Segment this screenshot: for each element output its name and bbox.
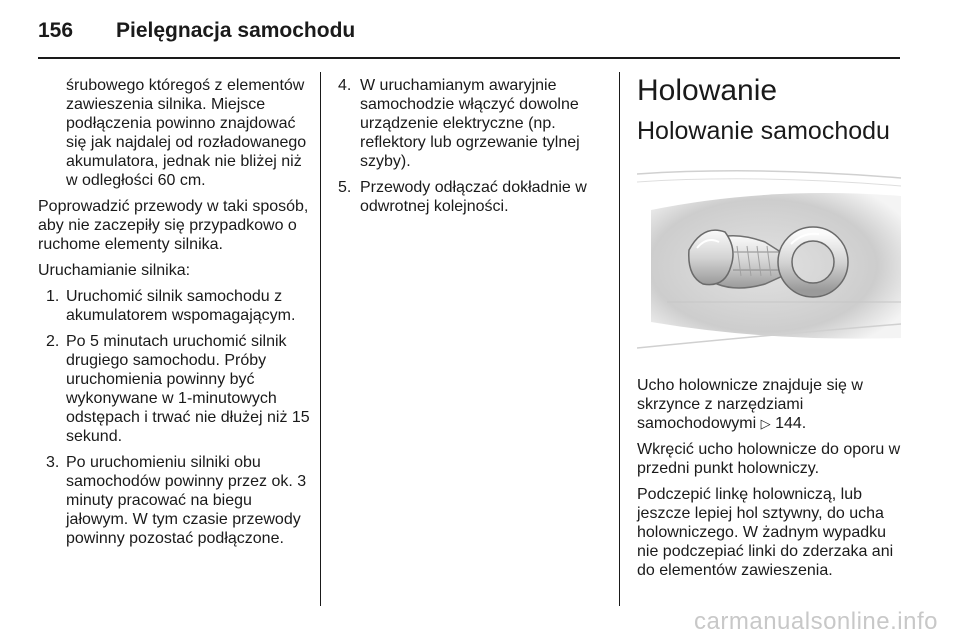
paragraph-cable-routing: Poprowadzić przewody w taki sposób, aby nie zaczepiły się przypadkowo o ruchome elementy silnika. [38, 198, 309, 253]
paragraph-towing-eye-location [637, 376, 903, 433]
step-text: W uruchamianym awaryjnie samochodzie włączyć dowolne urządzenie elektryczne (np. reflektory lub ogrzewanie tylnej szyby). [360, 77, 580, 170]
step-text: Po uruchomieniu silniki obu samochodów powinny przez ok. 3 minuty pracować na biegu jałowym. W tym czasie przewody powinny pozostać podłączone. [66, 454, 307, 547]
step-text: Przewody odłączać dokładnie w odwrotnej kolejności. [360, 179, 587, 215]
step-number: 4. [338, 77, 352, 94]
step-text: Po 5 minutach uruchomić silnik drugiego samochodu. Próby uruchomienia powinny być wykonywane w 1-minutowych odstępach i trwać nie dłużej niż 15 sekund. [66, 333, 310, 445]
header-divider [38, 57, 900, 59]
list-item [38, 453, 310, 548]
subsection-heading: Holowanie samochodu [637, 117, 890, 145]
list-item [38, 332, 310, 446]
towing-eye-illustration [637, 152, 901, 358]
column-left [38, 76, 310, 555]
location-text: Ucho holownicze znajduje się w skrzynce z narzędziami samochodowymi [637, 377, 863, 432]
page-number: 156 [38, 19, 74, 42]
watermark: carmanualsonline.info [694, 608, 938, 635]
page-title: Pielęgnacja samochodu [116, 19, 356, 42]
list-item [38, 287, 310, 325]
list-item [338, 178, 600, 216]
continued-steps-list [338, 76, 600, 216]
column-divider-2 [619, 72, 620, 606]
step-text: Uruchomić silnik samochodu z akumulatorem wspomagającym. [66, 288, 296, 324]
paragraph-attach-rope: Podczepić linkę holowniczą, lub jeszcze lepiej hol sztywny, do ucha holowniczego. W żadnym wypadku nie podczepiać linki do zderzaka ani do elementów zawieszenia. [637, 486, 894, 579]
page-header [38, 16, 355, 46]
xref-triangle-icon: ▷ [760, 416, 771, 431]
intro-continuation: śrubowego któregoś z elementów zawieszenia silnika. Miejsce podłączenia powinno znajdować się jak najdalej od rozładowanego akumulatora, jednak nie bliżej niż w odległości 60 cm. [66, 77, 307, 189]
step-number: 2. [46, 333, 60, 350]
column-divider-1 [320, 72, 321, 606]
start-steps-list [38, 287, 310, 548]
list-item [338, 76, 600, 171]
paragraph-screw-in: Wkręcić ucho holownicze do oporu w przedni punkt holowniczy. [637, 441, 901, 477]
step-number: 3. [46, 454, 60, 471]
column-right [637, 74, 903, 587]
towing-eye-icon [637, 152, 901, 358]
step-number: 5. [338, 179, 352, 196]
step-number: 1. [46, 288, 60, 305]
paragraph-start-heading: Uruchamianie silnika: [38, 262, 191, 279]
section-heading: Holowanie [637, 74, 778, 107]
column-middle [338, 76, 600, 223]
page-reference[interactable]: 144. [775, 415, 807, 432]
